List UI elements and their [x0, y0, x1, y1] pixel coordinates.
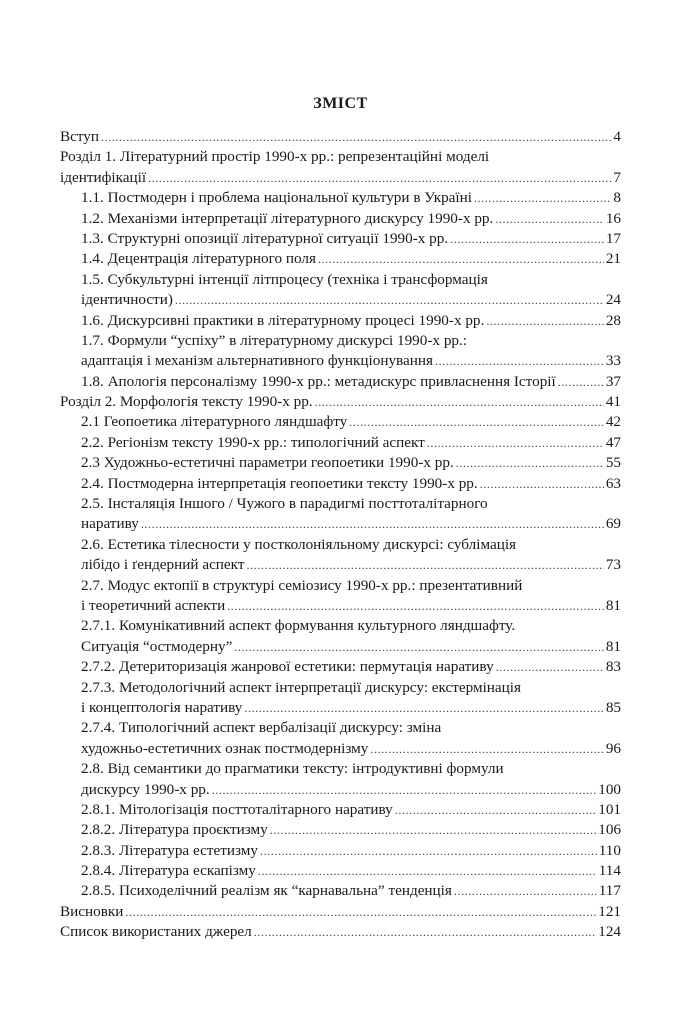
toc-page-number: 73 [605, 556, 621, 574]
dot-leader [495, 209, 603, 229]
toc-entry-title: 2.8.4. Література ескапізму [81, 862, 256, 880]
toc-entry-title: 2.2. Регіонізм тексту 1990-х рр.: типологічний аспект [81, 433, 425, 451]
toc-entry-title: наративу [81, 515, 139, 533]
toc-entry-line [60, 392, 621, 412]
toc-entry-line [60, 453, 621, 473]
toc-entry-line [60, 372, 621, 392]
toc-entry-line [60, 902, 621, 922]
toc-entry-line [60, 229, 621, 249]
toc-entry-line [60, 596, 621, 616]
toc-entry-line [60, 127, 621, 147]
toc-entry-title: Список використаних джерел [60, 923, 252, 941]
toc-entry-line [60, 739, 621, 759]
dot-leader [450, 229, 604, 249]
toc-entry-title: 1.4. Децентрація літературного поля [81, 250, 316, 268]
dot-leader [141, 514, 604, 534]
dot-leader [315, 392, 604, 412]
toc-entry-line [60, 209, 621, 229]
toc-entry-title: 2.7.4. Типологічний аспект вербалізації дискурсу: зміна [81, 719, 442, 737]
toc-entry-title: Вступ [60, 128, 100, 145]
toc-page-number: 124 [598, 923, 621, 941]
dot-leader [435, 351, 604, 371]
toc-entry-title: Розділ 2. Морфологія тексту 1990-х рр. [60, 393, 313, 411]
toc-entry-title: художньо-естетичних ознак постмодернізму [81, 739, 369, 757]
toc-entry-line [60, 678, 621, 698]
toc-entry-line [60, 270, 621, 290]
toc-entry-line [60, 494, 621, 514]
toc-entry-title: 1.8. Апологія персоналізму 1990-х рр.: метадискурс привласнення Історії [81, 372, 556, 390]
dot-leader [234, 637, 603, 657]
toc-page-number: 55 [605, 454, 621, 472]
toc-page-number: 47 [605, 433, 621, 451]
toc-entry-line [60, 820, 621, 840]
toc-entry-title: 2.8.1. Мітологізація посттоталітарного наративу [81, 800, 393, 818]
dot-leader [247, 555, 604, 575]
page-title: ЗМІСТ [313, 95, 368, 112]
toc-entry-title: 2.7.1. Комунікативний аспект формування культурного ляндшафту. [81, 617, 516, 635]
dot-leader [270, 820, 596, 840]
toc-entry-title: ідентифікації [60, 168, 147, 186]
dot-leader [260, 841, 597, 861]
toc-entry-title: 2.8. Від семантики до прагматики тексту: інтродуктивні формули [81, 760, 504, 778]
dot-leader [474, 188, 611, 208]
toc-page-number: 117 [598, 882, 621, 900]
toc-page-number: 42 [605, 413, 621, 431]
toc-entry-line [60, 290, 621, 310]
dot-leader [456, 453, 604, 473]
toc-page-number: 85 [605, 698, 621, 716]
toc-entry-line [60, 576, 621, 596]
toc-entry-title: 2.7.3. Методологічний аспект інтерпретації дискурсу: екстермінація [81, 678, 521, 696]
dot-leader [496, 657, 604, 677]
toc-entry-title: 2.6. Естетика тілесности у постколоніяльному дискурсі: сублімація [81, 535, 517, 553]
toc-page-number: 110 [598, 841, 621, 859]
toc-entry-line [60, 168, 621, 188]
toc-page-number: 17 [605, 229, 621, 247]
toc-entry-title: ідентичности) [81, 291, 173, 309]
toc-entry-line [60, 881, 621, 901]
toc-entry-line [60, 188, 621, 208]
dot-leader [125, 902, 596, 922]
toc-entry-title: і теоретичний аспекти [81, 596, 226, 614]
dot-leader [370, 739, 603, 759]
toc-page-number: 96 [605, 739, 621, 757]
toc-entry-line [60, 147, 621, 167]
toc-entry-title: 2.8.5. Психоделічний реалізм як “карнавальна” тенденція [81, 882, 452, 900]
toc-entry-line [60, 780, 621, 800]
toc-entry-line [60, 514, 621, 534]
toc-entry-title: 2.7. Модус ектопії в структурі семіозису 1990-х рр.: презентативний [81, 576, 523, 594]
toc-entry-line [60, 412, 621, 432]
toc-entry-title: 1.6. Дискурсивні практики в літературному процесі 1990-х рр. [81, 311, 485, 329]
toc-page-number: 41 [605, 393, 621, 411]
dot-leader [148, 168, 611, 188]
toc-entry-title: Розділ 1. Літературний простір 1990-х рр.: репрезентаційні моделі [60, 148, 490, 166]
toc-entry-line [60, 249, 621, 269]
toc-entry-title: 2.3 Художньо-естетичні параметри геопоетики 1990-х рр. [81, 454, 454, 472]
toc-entry-line [60, 555, 621, 575]
document-page [60, 0, 621, 1024]
toc-page-number: 4 [613, 128, 621, 145]
toc-entry-line [60, 616, 621, 636]
dot-leader [175, 290, 604, 310]
toc-entry-title: 2.1 Геопоетика літературного ляндшафту [81, 413, 348, 431]
toc-entry-title: 2.4. Постмодерна інтерпретація геопоетики тексту 1990-х рр. [81, 474, 478, 492]
dot-leader [254, 922, 596, 942]
dot-leader [227, 596, 604, 616]
dot-leader [427, 433, 604, 453]
toc-page-number: 16 [605, 209, 621, 227]
toc-page-number: 37 [605, 372, 621, 390]
toc-entry-title: дискурсу 1990-х рр. [81, 780, 210, 798]
toc-entry-line [60, 637, 621, 657]
dot-leader [349, 412, 604, 432]
toc-entry-line [60, 759, 621, 779]
toc-page-number: 81 [605, 637, 621, 655]
dot-leader [486, 311, 603, 331]
dot-leader [480, 474, 604, 494]
toc-entry-line [60, 718, 621, 738]
dot-leader [558, 372, 604, 392]
table-of-contents [60, 127, 621, 943]
toc-page-number: 21 [605, 250, 621, 268]
dot-leader [258, 861, 597, 881]
dot-leader [395, 800, 596, 820]
dot-leader [318, 249, 604, 269]
toc-entry-line [60, 351, 621, 371]
toc-entry-title: 1.2. Механізми інтерпретації літературного дискурсу 1990-х рр. [81, 209, 494, 227]
toc-entry-title: і концептологія наративу [81, 698, 243, 716]
toc-entry-line [60, 922, 621, 942]
toc-entry-title: Ситуація “остмодерну” [81, 637, 233, 655]
toc-entry-title: адаптація і механізм альтернативного функціонування [81, 352, 433, 370]
toc-entry-line [60, 535, 621, 555]
toc-entry-title: 1.1. Постмодерн і проблема національної культури в Україні [81, 189, 472, 207]
toc-entry-line [60, 657, 621, 677]
toc-entry-title: 1.5. Субкультурні інтенції літпроцесу (техніка і трансформація [81, 270, 488, 288]
toc-entry-line [60, 433, 621, 453]
toc-page-number: 83 [605, 658, 621, 676]
toc-entry-title: 1.7. Формули “успіху” в літературному дискурсі 1990-х рр.: [81, 331, 468, 349]
dot-leader [212, 780, 597, 800]
toc-page-number: 63 [605, 474, 621, 492]
toc-entry-line [60, 861, 621, 881]
toc-entry-line [60, 800, 621, 820]
toc-entry-title: лібідо і ґендерний аспект [81, 556, 245, 574]
toc-entry-title: 2.8.3. Література естетизму [81, 841, 258, 859]
dot-leader [101, 127, 611, 147]
toc-page-number: 8 [613, 189, 621, 207]
toc-entry-line [60, 474, 621, 494]
toc-page-number: 114 [598, 862, 621, 880]
toc-page-number: 7 [613, 168, 621, 186]
toc-entry-title: Висновки [60, 902, 124, 920]
toc-page-number: 81 [605, 596, 621, 614]
toc-page-number: 33 [605, 352, 621, 370]
toc-entry-title: 2.7.2. Детериторизація жанрової естетики: пермутація наративу [81, 658, 494, 676]
toc-entry-line [60, 311, 621, 331]
toc-entry-line [60, 841, 621, 861]
toc-page-number: 101 [598, 800, 621, 818]
toc-page-number: 121 [598, 902, 621, 920]
toc-entry-title: 2.5. Інсталяція Іншого / Чужого в парадигмі посттоталітарного [81, 495, 488, 513]
dot-leader [244, 698, 603, 718]
toc-page-number: 69 [605, 515, 621, 533]
toc-entry-title: 1.3. Структурні опозиції літературної ситуації 1990-х рр. [81, 229, 449, 247]
toc-page-number: 24 [605, 291, 621, 309]
toc-page-number: 28 [605, 311, 621, 329]
toc-entry-line [60, 698, 621, 718]
dot-leader [454, 881, 597, 901]
toc-page-number: 100 [598, 780, 621, 798]
toc-entry-title: 2.8.2. Література проєктизму [81, 821, 268, 839]
toc-entry-line [60, 331, 621, 351]
toc-page-number: 106 [598, 821, 621, 839]
